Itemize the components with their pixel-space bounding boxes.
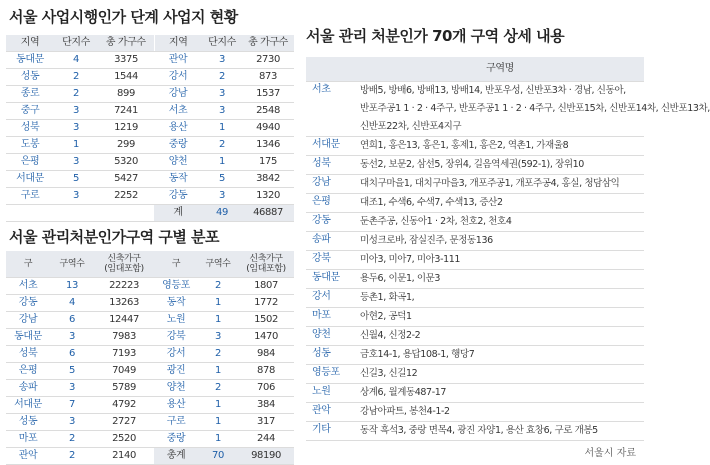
household-count-cell: 1544: [98, 69, 154, 86]
zone-list-cell: [356, 289, 644, 308]
district-cell: 강북: [154, 329, 198, 346]
district-cell: 서초: [6, 278, 50, 295]
zone-list-cell: [356, 422, 644, 441]
zone-count-cell: 6: [50, 312, 94, 329]
table-row: [6, 329, 294, 346]
zone-detail-table: [306, 57, 710, 441]
zone-count-cell: 2: [50, 448, 94, 465]
district-col-header: [306, 57, 356, 82]
zone-count-cell: 2: [198, 278, 238, 295]
t1-header: 총 가구수: [242, 35, 294, 52]
header-line: (임대포함): [246, 264, 286, 274]
complex-count-cell: 2: [202, 137, 242, 154]
zone-count-cell: 13: [50, 278, 94, 295]
zone-row: [306, 82, 644, 137]
table-row: [6, 86, 294, 103]
district-cell: 은평: [6, 154, 54, 171]
complex-count-cell: 4: [54, 52, 98, 69]
zone-list-line: 방배5, 방배6, 방배13, 방배14, 반포우성, 신반포3차 · 경남, 신동아,: [360, 85, 626, 96]
new-household-cell: 984: [238, 346, 294, 363]
district-cell: 서초: [154, 103, 202, 120]
total-cell: 46887: [242, 205, 294, 222]
total-cell: [98, 205, 154, 222]
zone-count-cell: 2: [50, 431, 94, 448]
complex-count-cell: 5: [202, 171, 242, 188]
zone-list-line: 대치구마을1, 대치구마을3, 개포주공1, 개포주공4, 홍실, 청담삼익: [360, 178, 620, 189]
new-household-cell: 2140: [94, 448, 154, 465]
zone-list-cell: [356, 403, 644, 422]
zone-row: [306, 308, 644, 327]
household-count-cell: 1219: [98, 120, 154, 137]
complex-count-cell: 3: [202, 52, 242, 69]
district-cell: 강남: [306, 175, 356, 194]
t1-header: 총 가구수: [98, 35, 154, 52]
zone-row: [306, 422, 644, 441]
table-row: [6, 363, 294, 380]
total-cell: [54, 205, 98, 222]
district-cell: 구로: [6, 188, 54, 205]
household-count-cell: 1346: [242, 137, 294, 154]
zone-list-line: 강남아파트, 봉천4-1-2: [360, 406, 450, 417]
district-cell: 성북: [6, 120, 54, 137]
new-household-cell: 706: [238, 380, 294, 397]
district-cell: 성동: [6, 69, 54, 86]
zone-row: [306, 194, 644, 213]
zone-list-line: 대조1, 수색6, 수색7, 수색13, 증산2: [360, 197, 503, 208]
table-row: [6, 414, 294, 431]
complex-count-cell: 2: [54, 86, 98, 103]
table-row: [6, 448, 294, 465]
zone-list-line: 등촌1, 화곡1,: [360, 292, 415, 303]
complex-count-cell: 3: [54, 103, 98, 120]
household-count-cell: 2548: [242, 103, 294, 120]
source-note: 서울시 자료: [584, 448, 636, 459]
t2-header: [238, 251, 294, 278]
new-household-cell: 22223: [94, 278, 154, 295]
district-cell: 구로: [154, 414, 198, 431]
household-count-cell: 299: [98, 137, 154, 154]
district-cell: 양천: [306, 327, 356, 346]
household-count-cell: 1537: [242, 86, 294, 103]
new-household-cell: 1772: [238, 295, 294, 312]
table-row: [6, 431, 294, 448]
zone-count-cell: 1: [198, 431, 238, 448]
table-row: [6, 137, 294, 154]
district-cell: 노원: [306, 384, 356, 403]
new-household-cell: 878: [238, 363, 294, 380]
zone-list-line: 연희1, 홍은13, 홍은1, 홍제1, 홍은2, 역촌1, 가재울8: [360, 140, 569, 151]
table-row: [6, 154, 294, 171]
total-cell: [6, 205, 54, 222]
zone-count-cell: 70: [198, 448, 238, 465]
district-cell: 총계: [154, 448, 198, 465]
district-cell: 강동: [306, 213, 356, 232]
new-household-cell: 7983: [94, 329, 154, 346]
new-household-cell: 7049: [94, 363, 154, 380]
district-cell: 성북: [306, 156, 356, 175]
district-cell: 동대문: [6, 329, 50, 346]
zone-count-cell: 3: [198, 329, 238, 346]
zone-list-line: 아현2, 공덕1: [360, 311, 412, 322]
header-line: (임대포함): [104, 264, 144, 274]
table-row: [6, 188, 294, 205]
total-cell: 계: [154, 205, 202, 222]
district-cell: 관악: [6, 448, 50, 465]
district-cell: 관악: [306, 403, 356, 422]
household-count-cell: 1320: [242, 188, 294, 205]
zone-list-cell: [356, 251, 644, 270]
t2-header: [94, 251, 154, 278]
complex-count-cell: 3: [54, 188, 98, 205]
zone-list-line: 용두6, 이문1, 이문3: [360, 273, 441, 284]
household-count-cell: 2730: [242, 52, 294, 69]
district-cell: 도봉: [6, 137, 54, 154]
district-distribution-table: [6, 251, 294, 465]
district-cell: 기타: [306, 422, 356, 441]
zone-row: [306, 175, 644, 194]
zone-list-cell: [356, 327, 644, 346]
zone-count-cell: 2: [198, 346, 238, 363]
t2-header: 구: [6, 251, 50, 278]
zone-count-cell: 3: [50, 380, 94, 397]
title-zone-details: 서울 관리 처분인가 70개 구역 상세 내용: [306, 27, 565, 45]
table-row: [6, 312, 294, 329]
household-count-cell: 3375: [98, 52, 154, 69]
table-row: [6, 171, 294, 188]
district-cell: 중랑: [154, 137, 202, 154]
t1-header: 단지수: [54, 35, 98, 52]
household-count-cell: 175: [242, 154, 294, 171]
district-cell: 성북: [6, 346, 50, 363]
new-household-cell: 1807: [238, 278, 294, 295]
zone-list-line: 신월4, 신정2-2: [360, 330, 421, 341]
district-cell: 강서: [154, 346, 198, 363]
zone-name-header: 구역명: [356, 57, 644, 82]
zone-count-cell: 1: [198, 414, 238, 431]
district-cell: 양천: [154, 154, 202, 171]
header-line: 신축가구: [107, 254, 141, 264]
district-cell: 강서: [154, 69, 202, 86]
district-cell: 송파: [6, 380, 50, 397]
district-cell: 강서: [306, 289, 356, 308]
zone-row: [306, 156, 644, 175]
new-household-cell: 384: [238, 397, 294, 414]
zone-list-cell: [356, 270, 644, 289]
household-count-cell: 873: [242, 69, 294, 86]
zone-row: [306, 384, 644, 403]
zone-list-cell: [356, 175, 644, 194]
zone-list-cell: [356, 384, 644, 403]
district-cell: 은평: [6, 363, 50, 380]
t2-header: 구역수: [198, 251, 238, 278]
district-cell: 서대문: [306, 137, 356, 156]
zone-row: [306, 213, 644, 232]
district-cell: 광진: [154, 363, 198, 380]
zone-row: [306, 251, 644, 270]
zone-count-cell: 6: [50, 346, 94, 363]
complex-count-cell: 5: [54, 171, 98, 188]
household-count-cell: 2252: [98, 188, 154, 205]
household-count-cell: 5320: [98, 154, 154, 171]
zone-list-cell: [356, 82, 710, 137]
zone-row: [306, 232, 644, 251]
complex-count-cell: 1: [202, 120, 242, 137]
new-household-cell: 244: [238, 431, 294, 448]
new-household-cell: 5789: [94, 380, 154, 397]
header-line: 신축가구: [249, 254, 283, 264]
complex-count-cell: 3: [54, 120, 98, 137]
district-cell: 성동: [6, 414, 50, 431]
household-count-cell: 5427: [98, 171, 154, 188]
district-cell: 강동: [154, 188, 202, 205]
district-cell: 은평: [306, 194, 356, 213]
district-cell: 서대문: [6, 397, 50, 414]
complex-count-cell: 1: [202, 154, 242, 171]
district-cell: 동작: [154, 171, 202, 188]
zone-count-cell: 3: [50, 414, 94, 431]
district-cell: 중랑: [154, 431, 198, 448]
complex-count-cell: 3: [202, 86, 242, 103]
zone-row: [306, 365, 644, 384]
zone-list-line: 동선2, 보문2, 삼선5, 장위4, 길음역세권(592-1), 장위10: [360, 159, 584, 170]
table-row: [6, 103, 294, 120]
zone-list-cell: [356, 156, 644, 175]
zone-count-cell: 3: [50, 329, 94, 346]
zone-row: [306, 346, 644, 365]
zone-list-cell: [356, 346, 644, 365]
district-cell: 강북: [306, 251, 356, 270]
zone-row: [306, 137, 644, 156]
complex-count-cell: 1: [54, 137, 98, 154]
complex-count-cell: 3: [202, 103, 242, 120]
table-row: [6, 346, 294, 363]
complex-count-cell: 3: [54, 154, 98, 171]
zone-count-cell: 1: [198, 363, 238, 380]
zone-list-line: 미성크로바, 잠실진주, 문정동136: [360, 235, 493, 246]
new-household-cell: 12447: [94, 312, 154, 329]
zone-count-cell: 4: [50, 295, 94, 312]
zone-count-cell: 1: [198, 397, 238, 414]
t2-header: 구: [154, 251, 198, 278]
zone-row: [306, 403, 644, 422]
new-household-cell: 7193: [94, 346, 154, 363]
zone-count-cell: 7: [50, 397, 94, 414]
title-project-approval: 서울 사업시행인가 단계 사업지 현황: [9, 8, 238, 26]
complex-count-cell: 3: [202, 188, 242, 205]
table-row: [6, 69, 294, 86]
zone-row: [306, 327, 644, 346]
t1-header: 단지수: [202, 35, 242, 52]
complex-count-cell: 2: [202, 69, 242, 86]
district-cell: 마포: [6, 431, 50, 448]
district-cell: 송파: [306, 232, 356, 251]
zone-list-line: 둔촌주공, 신동아1 · 2차, 천호2, 천호4: [360, 216, 512, 227]
zone-list-cell: [356, 213, 644, 232]
zone-row: [306, 270, 644, 289]
new-household-cell: 98190: [238, 448, 294, 465]
household-count-cell: 899: [98, 86, 154, 103]
total-cell: 49: [202, 205, 242, 222]
title-district-distribution: 서울 관리처분인가구역 구별 분포: [9, 228, 220, 246]
table-row: [6, 295, 294, 312]
district-cell: 서대문: [6, 171, 54, 188]
t1-header: 지역: [154, 35, 202, 52]
zone-count-cell: 5: [50, 363, 94, 380]
new-household-cell: 2520: [94, 431, 154, 448]
zone-count-cell: 1: [198, 295, 238, 312]
zone-list-line: 미아3, 미아7, 미아3-111: [360, 254, 461, 265]
table-row: [6, 52, 294, 69]
new-household-cell: 1470: [238, 329, 294, 346]
zone-list-cell: [356, 194, 644, 213]
district-cell: 중구: [6, 103, 54, 120]
zone-list-line: 금호14-1, 용답108-1, 행당7: [360, 349, 475, 360]
project-approval-table: [6, 35, 294, 222]
zone-count-cell: 1: [198, 312, 238, 329]
district-cell: 성동: [306, 346, 356, 365]
district-cell: 용산: [154, 120, 202, 137]
table-row: [6, 278, 294, 295]
zone-list-cell: [356, 232, 644, 251]
district-cell: 동대문: [6, 52, 54, 69]
district-cell: 양천: [154, 380, 198, 397]
district-cell: 강남: [6, 312, 50, 329]
district-cell: 동작: [154, 295, 198, 312]
district-cell: 강동: [6, 295, 50, 312]
household-count-cell: 7241: [98, 103, 154, 120]
district-cell: 마포: [306, 308, 356, 327]
zone-count-cell: 2: [198, 380, 238, 397]
t1-header: 지역: [6, 35, 54, 52]
total-row: [6, 205, 294, 222]
zone-list-line: 신길3, 신길12: [360, 368, 418, 379]
new-household-cell: 1502: [238, 312, 294, 329]
household-count-cell: 3842: [242, 171, 294, 188]
zone-list-cell: [356, 308, 644, 327]
district-cell: 서초: [306, 82, 356, 137]
new-household-cell: 4792: [94, 397, 154, 414]
household-count-cell: 4940: [242, 120, 294, 137]
district-cell: 종로: [6, 86, 54, 103]
table-row: [6, 380, 294, 397]
zone-list-line: 반포주공1 1 · 2 · 4주구, 반포주공1 1 · 2 · 4주구, 신반포15차, 신반포14차, 신반포13차,: [360, 103, 710, 114]
t2-header: 구역수: [50, 251, 94, 278]
table-row: [6, 120, 294, 137]
table-row: [6, 397, 294, 414]
district-cell: 용산: [154, 397, 198, 414]
new-household-cell: 13263: [94, 295, 154, 312]
new-household-cell: 2727: [94, 414, 154, 431]
district-cell: 노원: [154, 312, 198, 329]
district-cell: 관악: [154, 52, 202, 69]
district-cell: 강남: [154, 86, 202, 103]
district-cell: 영등포: [154, 278, 198, 295]
zone-list-cell: [356, 365, 644, 384]
district-cell: 동대문: [306, 270, 356, 289]
zone-list-cell: [356, 137, 644, 156]
zone-list-line: 동작 흑석3, 중랑 면목4, 광진 자양1, 용산 효창6, 구로 개봉5: [360, 425, 598, 436]
district-cell: 영등포: [306, 365, 356, 384]
zone-list-line: 상계6, 월계동487-17: [360, 387, 447, 398]
complex-count-cell: 2: [54, 69, 98, 86]
zone-list-line: 신반포22차, 신반포4지구: [360, 121, 462, 132]
zone-row: [306, 289, 644, 308]
new-household-cell: 317: [238, 414, 294, 431]
